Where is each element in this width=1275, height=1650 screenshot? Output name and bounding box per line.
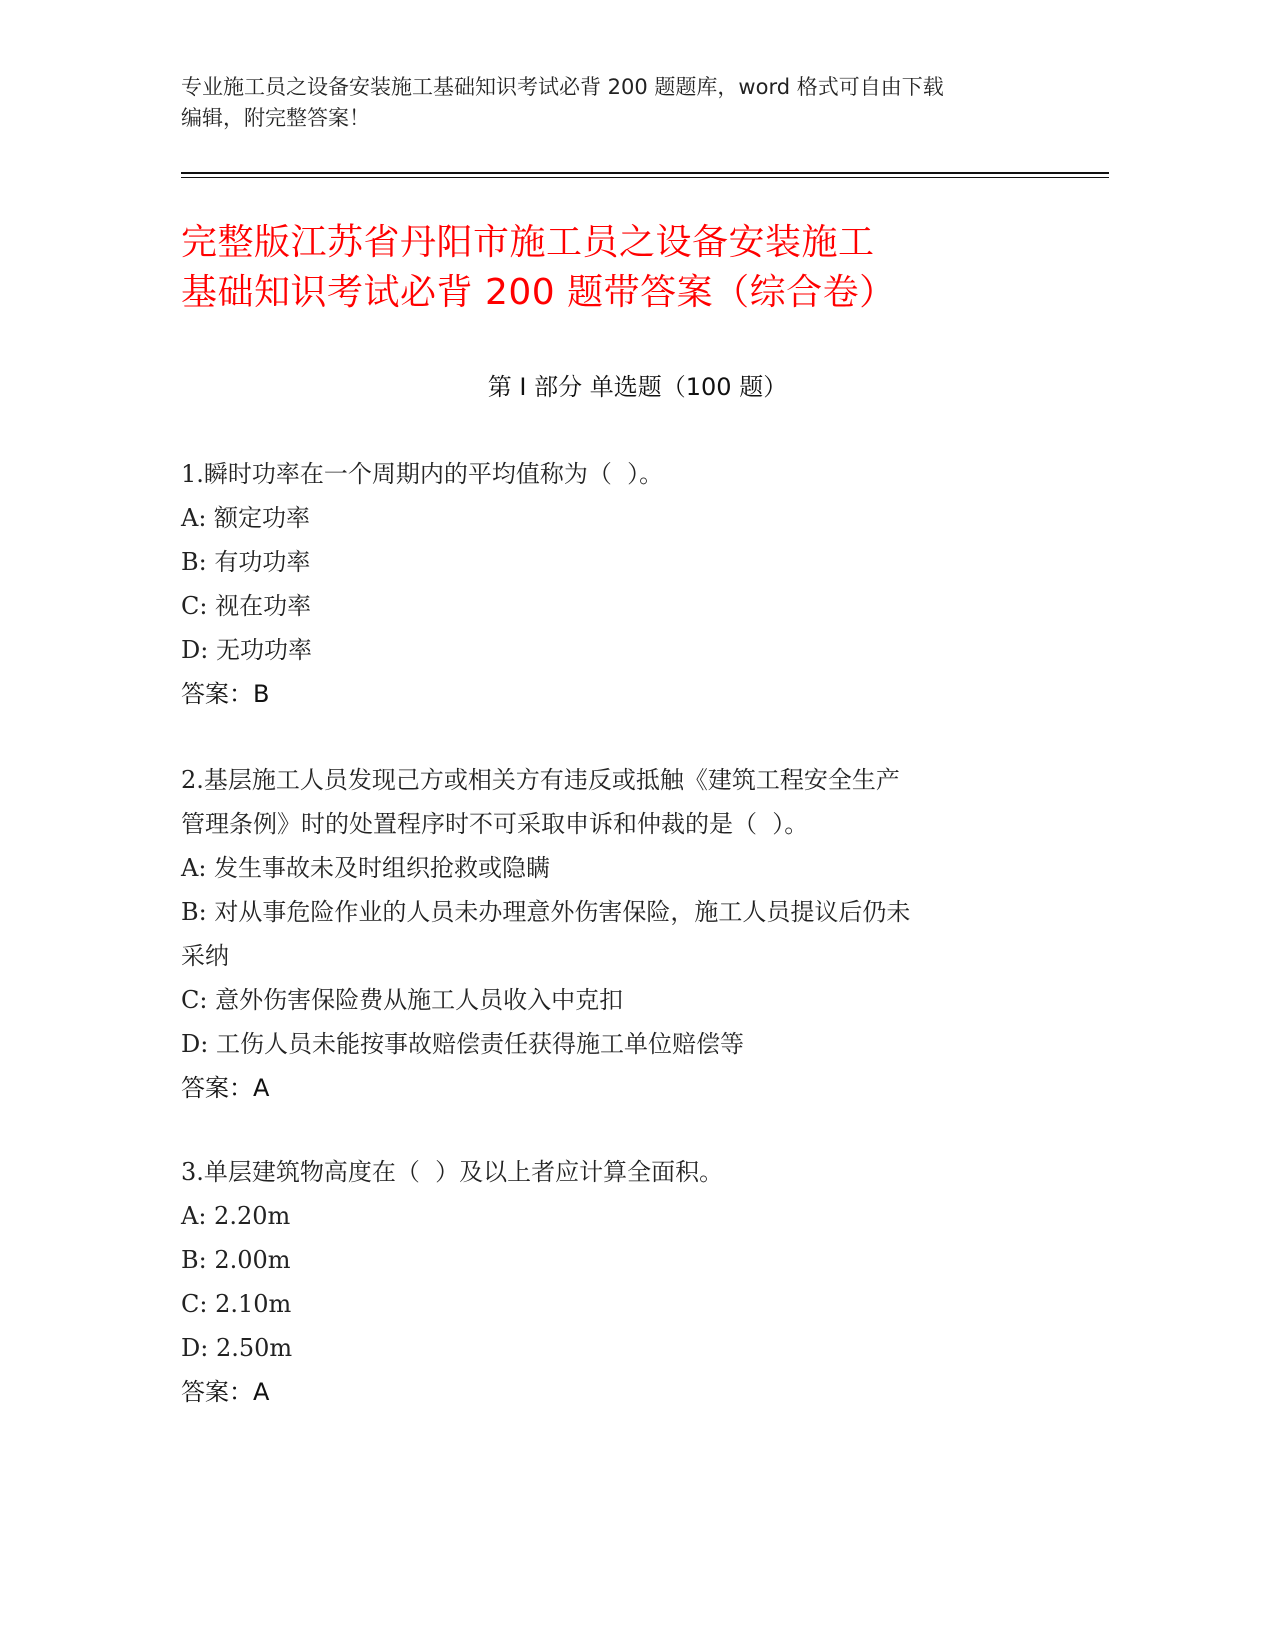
option-b: B: 有功功率 xyxy=(181,548,311,576)
header-divider-thick xyxy=(181,172,1109,174)
option-a: A: 额定功率 xyxy=(181,504,311,532)
header-note-line-2: 编辑，附完整答案！ xyxy=(181,106,370,130)
document-title-line-1: 完整版江苏省丹阳市施工员之设备安装施工 xyxy=(181,222,875,263)
option-d: D: 工伤人员未能按事故赔偿责任获得施工单位赔偿等 xyxy=(181,1030,744,1058)
question-stem: 1.瞬时功率在一个周期内的平均值称为（ ）。 xyxy=(181,460,664,488)
option-b-line-1: B: 对从事危险作业的人员未办理意外伤害保险，施工人员提议后仍未 xyxy=(181,898,911,926)
question-stem: 3.单层建筑物高度在（ ）及以上者应计算全面积。 xyxy=(181,1158,724,1186)
option-b-line-2: 采纳 xyxy=(181,942,229,970)
document-title xyxy=(181,218,1081,318)
header-note xyxy=(181,72,1061,134)
answer-key: 答案：A xyxy=(181,1378,270,1406)
option-c: C: 2.10m xyxy=(181,1290,292,1318)
header-divider-thin xyxy=(181,177,1109,178)
option-d: D: 无功功率 xyxy=(181,636,312,664)
option-a: A: 发生事故未及时组织抢救或隐瞒 xyxy=(181,854,551,882)
option-d: D: 2.50m xyxy=(181,1334,293,1362)
question-stem-line-1: 2.基层施工人员发现己方或相关方有违反或抵触《建筑工程安全生产 xyxy=(181,766,900,794)
answer-key: 答案：A xyxy=(181,1074,270,1102)
option-b: B: 2.00m xyxy=(181,1246,291,1274)
option-c: C: 视在功率 xyxy=(181,592,312,620)
question-stem-line-2: 管理条例》时的处置程序时不可采取申诉和仲裁的是（ ）。 xyxy=(181,810,809,838)
question-block xyxy=(181,452,1051,716)
document-title-line-2: 基础知识考试必背 200 题带答案（综合卷） xyxy=(181,272,896,313)
question-block xyxy=(181,758,1051,1110)
section-title: 第 I 部分 单选题（100 题） xyxy=(487,373,788,401)
option-c: C: 意外伤害保险费从施工人员收入中克扣 xyxy=(181,986,624,1014)
option-a: A: 2.20m xyxy=(181,1202,291,1230)
question-block xyxy=(181,1150,1051,1414)
header-note-line-1: 专业施工员之设备安装施工基础知识考试必背 200 题题库，word 格式可自由下载 xyxy=(181,75,944,99)
answer-key: 答案：B xyxy=(181,680,270,708)
